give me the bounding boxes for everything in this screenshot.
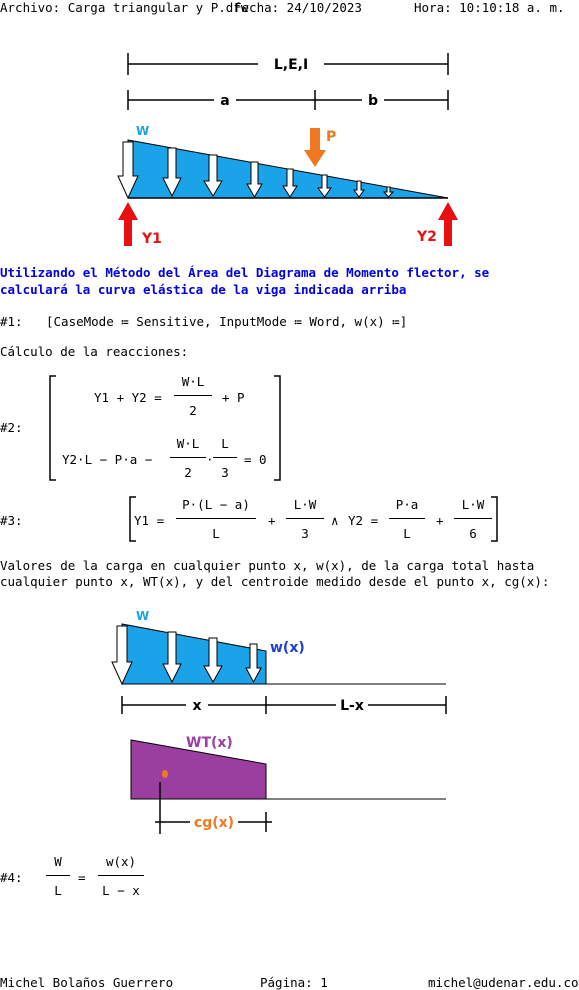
footer-author: Michel Bolaños Guerrero (0, 975, 174, 990)
lx-label: L-x (340, 698, 364, 714)
y2-label: Y2 (417, 229, 437, 245)
partial-load-diagram (110, 604, 470, 836)
eq2-r1-frac: W·L 2 (174, 374, 212, 418)
w-label: W (136, 124, 150, 138)
p-arrow (304, 128, 326, 167)
eq4-frac1: W L (46, 854, 70, 898)
eq2-r1-left: Y1 + Y2 = (94, 390, 162, 405)
eq2-r1-right: + P (222, 390, 245, 405)
eq3-label: #3: (0, 513, 23, 528)
eq1-text: [CaseMode ≔ Sensitive, InputMode ≔ Word, w(x) ≔] (46, 314, 408, 329)
header-date: Fecha: 24/10/2023 (234, 0, 362, 15)
values-line-2: cualquier punto x, WT(x), y del centroide medido desde el punto x, cg(x): (0, 574, 550, 589)
eq3-plus1: + (268, 513, 276, 528)
eq4-equals: = (78, 870, 86, 885)
wt-label: WT(x) (186, 735, 233, 751)
reactions-title: Cálculo de la reacciones: (0, 344, 189, 359)
eq3-frac1: P·(L − a) L (176, 497, 256, 541)
eq3-frac4: L·W 6 (454, 497, 492, 541)
y1-arrow (118, 202, 138, 246)
dim-a-label: a (220, 93, 230, 109)
eq1-label: #1: (0, 314, 23, 329)
eq3-y1: Y1 = (134, 513, 165, 528)
eq3-frac2: L·W 3 (286, 497, 324, 541)
w2-label: W (136, 609, 150, 623)
wx-label: w(x) (270, 640, 305, 656)
x-label: x (192, 698, 202, 714)
footer-page: Página: 1 (260, 975, 328, 990)
header-time: Hora: 10:10:18 a. m. (414, 0, 565, 15)
cg-label: cg(x) (193, 815, 235, 831)
y1-label: Y1 (142, 231, 162, 247)
y2-arrow (438, 202, 458, 246)
centroid-dot (162, 770, 168, 778)
header-file: Archivo: Carga triangular y P.dfw (0, 0, 249, 15)
eq2-r2-frac2: L 3 (213, 436, 237, 480)
eq3-plus2: + (436, 513, 444, 528)
eq4-frac2: w(x) L − x (98, 854, 144, 898)
intro-line-2: calculará la curva elástica de la viga indicada arriba (0, 282, 407, 297)
eq3-y2: Y2 = (348, 513, 379, 528)
p-label: P (326, 129, 337, 145)
intro-line-1: Utilizando el Método del Área del Diagrama de Momento flector, se (0, 265, 490, 280)
dim-b-label: b (367, 93, 379, 109)
lei-label: L,E,I (273, 57, 309, 73)
beam-diagram (110, 40, 460, 250)
eq3-and: ∧ (331, 513, 339, 528)
footer-email: michel@udenar.edu.co (428, 975, 579, 990)
eq4-label: #4: (0, 870, 23, 885)
eq2-r2-frac1: W·L 2 (170, 436, 206, 480)
eq2-r2-right: = 0 (244, 452, 267, 467)
eq2-r2-dot: · (206, 452, 214, 467)
values-line-1: Valores de la carga en cualquier punto x, w(x), de la carga total hasta (0, 558, 535, 573)
eq2-r2-left: Y2·L − P·a − (62, 452, 153, 467)
eq2-label: #2: (0, 420, 23, 435)
eq3-frac3: P·a L (389, 497, 425, 541)
